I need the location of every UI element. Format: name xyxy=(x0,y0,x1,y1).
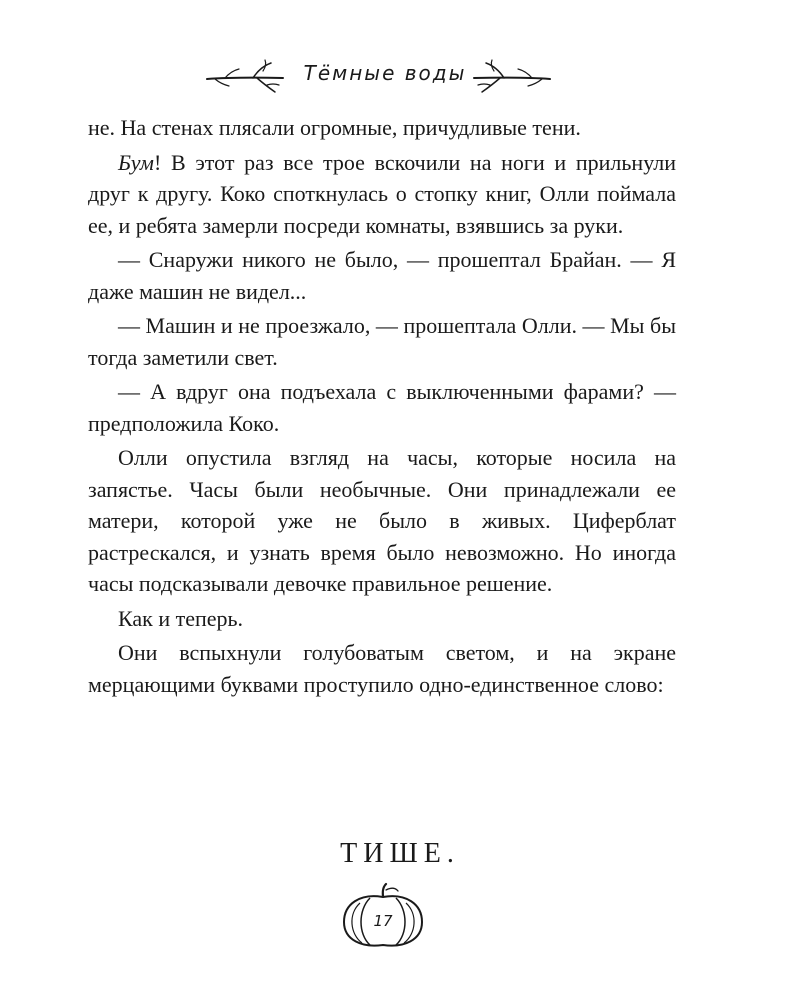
branch-ornament-left-icon xyxy=(205,59,285,95)
page-footer xyxy=(340,882,426,952)
body-text xyxy=(88,112,676,700)
paragraph-text: — Снаружи никого не было, — прошептал Брайан. — Я даже машин не видел... xyxy=(88,247,676,304)
paragraph-text: Как и теперь. xyxy=(118,605,244,631)
paragraph-text: Они вспыхнули голубоватым светом, и на экране мерцающими буквами проступило одно-единственное слово: xyxy=(88,640,676,697)
running-header-title: Тёмные воды xyxy=(303,61,467,85)
running-header xyxy=(0,55,800,99)
page-number: 17 xyxy=(373,912,393,930)
paragraph xyxy=(88,376,676,439)
branch-ornament-right-icon xyxy=(472,59,552,95)
paragraph xyxy=(88,112,676,144)
paragraph xyxy=(88,442,676,600)
paragraph-text: — А вдруг она подъехала с выключенными фарами? — предположила Коко. xyxy=(88,379,676,436)
paragraph-emphasis: Бум xyxy=(118,149,154,175)
paragraph xyxy=(88,244,676,307)
paragraph-text: — Машин и не проезжало, — прошептала Олли. — Мы бы тогда заметили свет. xyxy=(88,313,676,370)
paragraph-text: Олли опустила взгляд на часы, которые носила на запястье. Часы были необычные. Они принадлежали ее матери, которой уже не было в живых. Циферблат растрескался, и узнать время было невозможно. Но иногда часы подсказывали девочке правильное решение. xyxy=(88,445,676,596)
paragraph xyxy=(88,603,676,635)
paragraph-text: не. На стенах плясали огромные, причудливые тени. xyxy=(88,115,581,140)
paragraph xyxy=(88,147,676,242)
hush-word: ТИШЕ. xyxy=(340,838,460,869)
paragraph xyxy=(88,637,676,700)
paragraph xyxy=(88,310,676,373)
paragraph-text: ! В этот раз все трое вскочили на ноги и прильнули друг к другу. Коко споткнулась о стопку книг, Олли поймала ее, и ребята замерли посреди комнаты, взявшись за руки. xyxy=(88,149,676,238)
